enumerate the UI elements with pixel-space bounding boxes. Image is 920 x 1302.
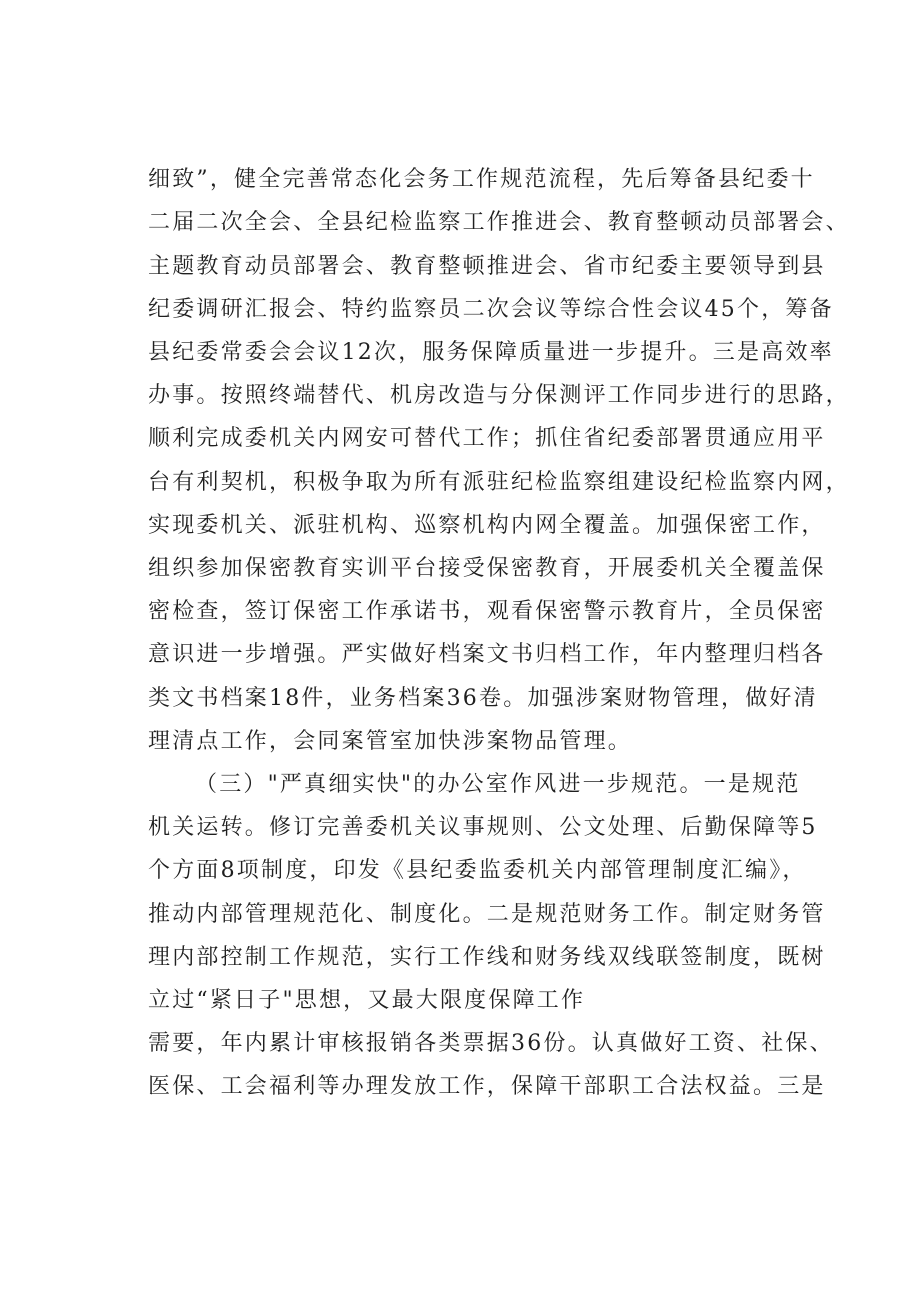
body-text-line: 细致”，健全完善常态化会务工作规范流程，先后筹备县纪委十 bbox=[148, 167, 815, 192]
body-text-line: 需要，年内累计审核报销各类票据36份。认真做好工资、社保、 bbox=[148, 1031, 834, 1056]
body-text-line: 医保、工会福利等办理发放工作，保障干部职工合法权益。三是 bbox=[148, 1074, 826, 1099]
body-text-line: 实现委机关、派驻机构、巡察机构内网全覆盖。加强保密工作， bbox=[148, 513, 826, 538]
body-text-line: 密检查，签订保密工作承诺书，观看保密警示教育片，全员保密 bbox=[148, 599, 826, 624]
body-text-line: 立过“紧日子"思想，又最大限度保障工作 bbox=[148, 988, 586, 1013]
body-text-line: 个方面8项制度，印发《县纪委监委机关内部管理制度汇编》， bbox=[148, 858, 807, 883]
body-text-line: 台有利契机，积极争取为所有派驻纪检监察组建设纪检监察内网， bbox=[148, 470, 850, 495]
body-text-line: 组织参加保密教育实训平台接受保密教育，开展委机关全覆盖保 bbox=[148, 556, 826, 581]
body-text-line: 主题教育动员部署会、教育整顿推进会、省市纪委主要领导到县 bbox=[148, 254, 826, 279]
body-text-line: 纪委调研汇报会、特约监察员二次会议等综合性会议45个，筹备 bbox=[148, 297, 834, 322]
body-text-line: 顺利完成委机关内网安可替代工作；抓住省纪委部署贯通应用平 bbox=[148, 426, 826, 451]
section-heading-line: （三）"严真细实快"的办公室作风进一步规范。一是规范 bbox=[195, 772, 801, 797]
body-text-line: 理清点工作，会同案管室加快涉案物品管理。 bbox=[148, 729, 633, 754]
body-text-line: 推动内部管理规范化、制度化。二是规范财务工作。制定财务管 bbox=[148, 902, 826, 927]
body-text-line: 理内部控制工作规范，实行工作线和财务线双线联签制度，既树 bbox=[148, 945, 826, 970]
body-text-line: 机关运转。修订完善委机关议事规则、公文处理、后勤保障等5 bbox=[148, 815, 818, 840]
body-text-line: 二届二次全会、全县纪检监察工作推进会、教育整顿动员部署会、 bbox=[148, 210, 850, 235]
body-text-line: 县纪委常委会会议12次，服务保障质量进一步提升。三是高效率 bbox=[148, 340, 834, 365]
body-text-line: 类文书档案18件，业务档案36卷。加强涉案财物管理，做好清 bbox=[148, 686, 818, 711]
body-text-line: 意识进一步增强。严实做好档案文书归档工作，年内整理归档各 bbox=[148, 642, 826, 667]
body-text-line: 办事。按照终端替代、机房改造与分保测评工作同步进行的思路， bbox=[148, 383, 850, 408]
